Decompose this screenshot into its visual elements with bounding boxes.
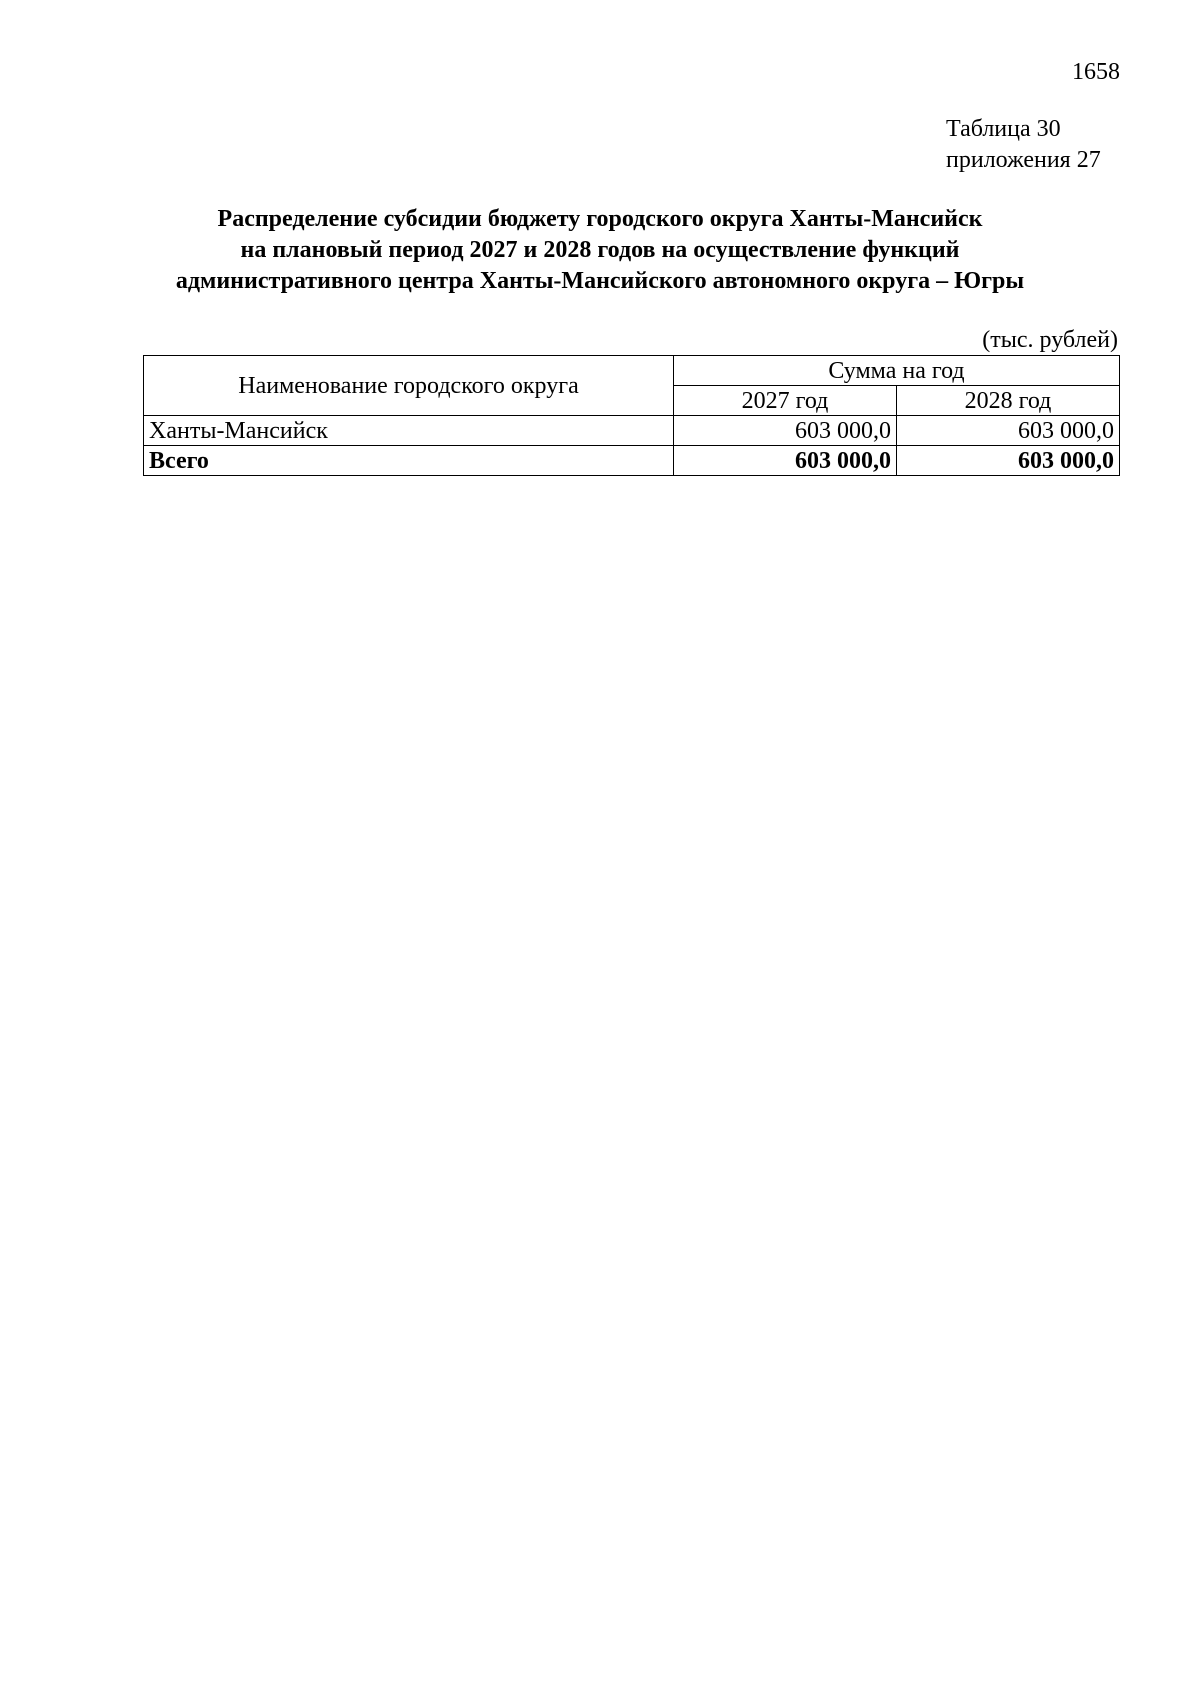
units-label: (тыс. рублей) <box>982 327 1118 353</box>
header-name-column: Наименование городского округа <box>144 356 674 416</box>
table-row <box>144 416 1120 446</box>
row-name: Ханты-Мансийск <box>144 416 674 446</box>
table-reference-line2: приложения 27 <box>946 147 1101 173</box>
table-header-row <box>144 356 1120 386</box>
table-body <box>144 416 1120 476</box>
total-name: Всего <box>144 446 674 476</box>
table-reference <box>946 114 1101 176</box>
subsidy-table <box>143 355 1120 476</box>
row-value-2028: 603 000,0 <box>897 416 1120 446</box>
header-year-2027: 2027 год <box>674 386 897 416</box>
title-line3: административного центра Ханты-Мансийского автономного округа – Югры <box>175 268 1025 294</box>
title-line2: на плановый период 2027 и 2028 годов на осуществление функций <box>240 237 960 263</box>
total-value-2028: 603 000,0 <box>897 446 1120 476</box>
header-sum-group: Сумма на год <box>674 356 1120 386</box>
header-year-2028: 2028 год <box>897 386 1120 416</box>
page-number: 1658 <box>1072 59 1120 85</box>
row-value-2027: 603 000,0 <box>674 416 897 446</box>
title-line1: Распределение субсидии бюджету городского округа Ханты-Мансийск <box>217 206 983 232</box>
table-header <box>144 356 1120 416</box>
total-value-2027: 603 000,0 <box>674 446 897 476</box>
table-total-row <box>144 446 1120 476</box>
document-title <box>100 204 1100 297</box>
table-reference-line1: Таблица 30 <box>946 116 1061 142</box>
